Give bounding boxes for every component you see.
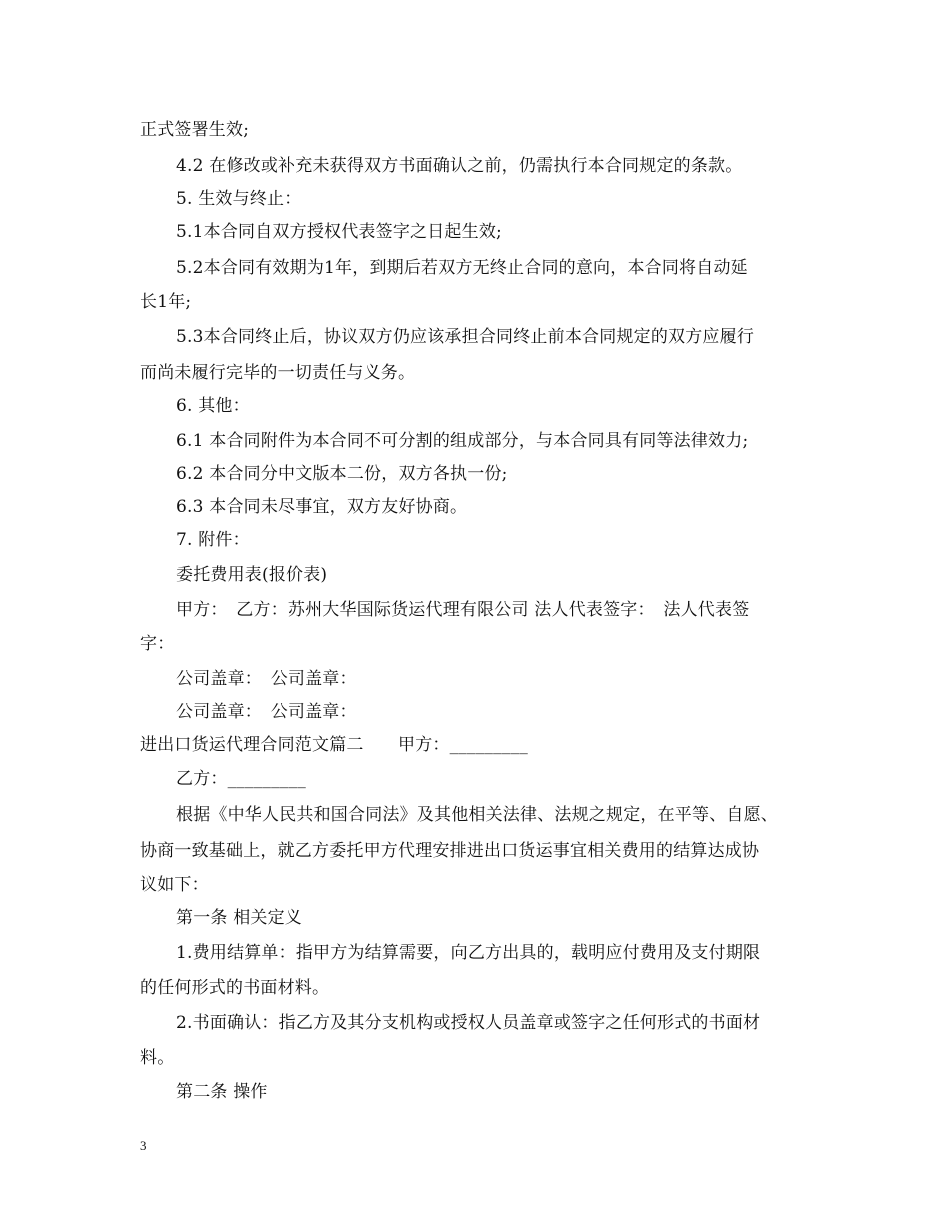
text-line: 的任何形式的书面材料。 xyxy=(140,978,330,998)
text-line: 而尚未履行完毕的一切责任与义务。 xyxy=(140,363,416,383)
section-heading: 6. 其他： xyxy=(176,396,250,416)
text-line: 议如下： xyxy=(140,875,209,895)
text-line: 4.2 在修改或补充未获得双方书面确认之前，仍需执行本合同规定的条款。 xyxy=(176,156,743,176)
signature-line: 字： xyxy=(140,634,175,654)
signature-line: 甲方： 乙方：苏州大华国际货运代理有限公司 法人代表签字： 法人代表签 xyxy=(176,600,750,620)
seal-line: 公司盖章： 公司盖章： xyxy=(176,669,357,689)
seal-line: 公司盖章： 公司盖章： xyxy=(176,702,357,722)
section-heading: 7. 附件： xyxy=(176,530,250,550)
text-line: 5.3本合同终止后，协议双方仍应该承担合同终止前本合同规定的双方应履行 xyxy=(176,327,755,347)
text-line: 委托费用表(报价表) xyxy=(176,565,328,585)
contract-title-line: 进出口货运代理合同范文篇二 甲方：_________ xyxy=(140,735,528,755)
text-line: 6.1 本合同附件为本合同不可分割的组成部分，与本合同具有同等法律效力; xyxy=(176,431,749,451)
text-line: 长1年; xyxy=(140,292,192,312)
text-line: 6.2 本合同分中文版本二份，双方各执一份; xyxy=(176,464,508,484)
text-line: 1.费用结算单：指甲方为结算需要，向乙方出具的，载明应付费用及支付期限 xyxy=(176,943,761,963)
page-number: 3 xyxy=(140,1138,147,1153)
section-heading: 5. 生效与终止： xyxy=(176,189,302,209)
article-heading: 第一条 相关定义 xyxy=(176,908,303,928)
text-line: 5.2本合同有效期为1年，到期后若双方无终止合同的意向，本合同将自动延 xyxy=(176,258,748,278)
text-line: 协商一致基础上，就乙方委托甲方代理安排进出口货运事宜相关费用的结算达成协 xyxy=(140,841,760,861)
text-line: 根据《中华人民共和国合同法》及其他相关法律、法规之规定，在平等、自愿、 xyxy=(176,805,778,825)
article-heading: 第二条 操作 xyxy=(176,1082,268,1102)
text-line: 正式签署生效; xyxy=(140,120,250,140)
party-line: 乙方：_________ xyxy=(176,769,306,789)
text-line: 料。 xyxy=(140,1048,175,1068)
text-line: 2.书面确认：指乙方及其分支机构或授权人员盖章或签字之任何形式的书面材 xyxy=(176,1013,761,1033)
text-line: 6.3 本合同未尽事宜，双方友好协商。 xyxy=(176,497,468,517)
text-line: 5.1本合同自双方授权代表签字之日起生效; xyxy=(176,222,502,242)
